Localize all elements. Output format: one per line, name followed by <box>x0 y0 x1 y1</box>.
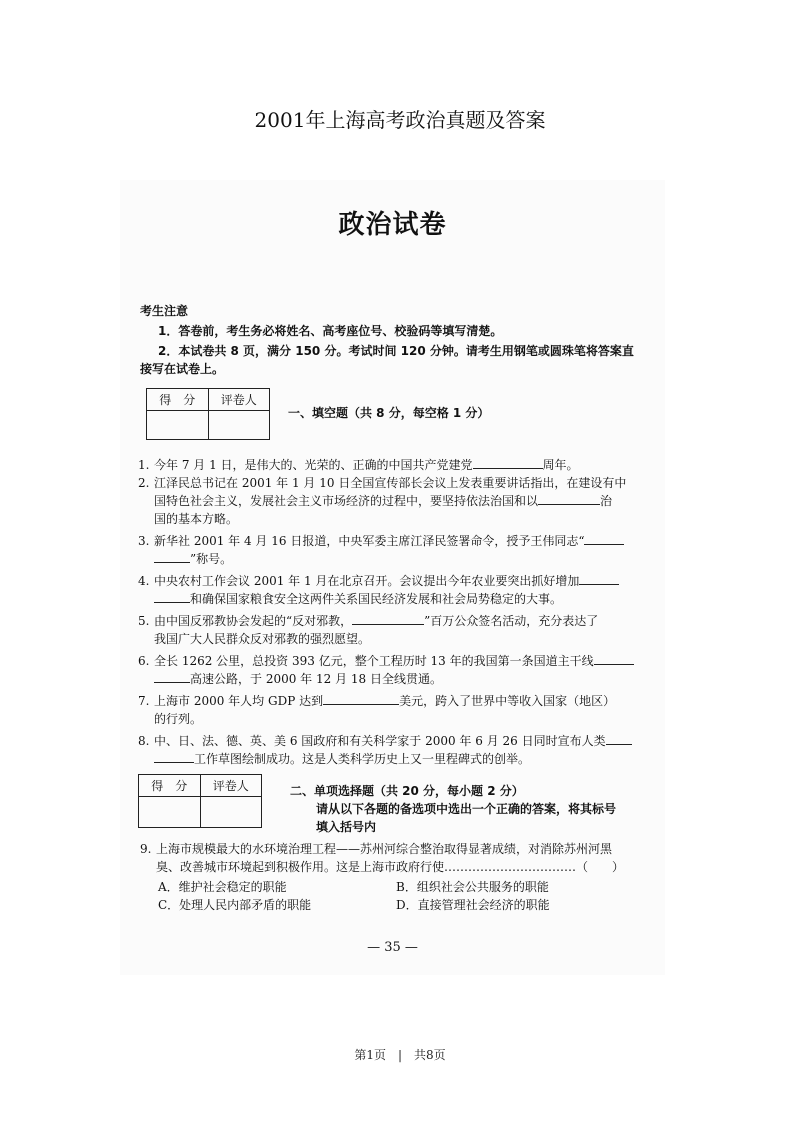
question-number: 4. <box>138 574 150 588</box>
grader-label: 评卷人 <box>208 389 270 411</box>
grader-cell <box>200 797 262 828</box>
grader-label: 评卷人 <box>200 775 262 797</box>
question-number: 3. <box>138 534 150 548</box>
section-2-instruction: 请从以下各题的备选项中选出一个正确的答案，将其标号 <box>316 802 617 816</box>
question-text: 高速公路，于 2000 年 12 月 18 日全线贯通。 <box>154 670 442 688</box>
paper-title: 政治试卷 <box>338 210 447 240</box>
question-text: 中央农村工作会议 2001 年 1 月在北京召开。会议提出今年农业要突出抓好增加 <box>154 572 619 590</box>
scanned-exam-page <box>120 180 665 975</box>
question-number: 7. <box>138 694 150 708</box>
option-d: D．直接管理社会经济的职能 <box>396 898 550 912</box>
question-number: 2. <box>138 476 150 490</box>
score-table-2 <box>138 774 262 828</box>
option-c: C．处理人民内部矛盾的职能 <box>158 898 312 912</box>
question-text: 的行列。 <box>154 712 203 726</box>
score-label: 得 分 <box>139 775 201 797</box>
notice-line-1: 1．答卷前，考生务必将姓名、高考座位号、校验码等填写清楚。 <box>158 324 503 338</box>
page-footer: 第1页 | 共8页 <box>354 1048 446 1062</box>
question-text: 和确保国家粮食安全这两件关系国民经济发展和社会局势稳定的大事。 <box>154 590 562 608</box>
option-a: A．维护社会稳定的职能 <box>158 880 287 894</box>
score-label: 得 分 <box>147 389 209 411</box>
question-number: 9. <box>140 842 152 856</box>
question-text: 江泽民总书记在 2001 年 1 月 10 日全国宣传部长会议上发表重要讲话指出，在建设有中 <box>154 476 627 490</box>
question-text: 由中国反邪教协会发起的“反对邪教， ”百万公众签名活动，充分表达了 <box>154 614 599 628</box>
question-text: 上海市规模最大的水环境治理工程——苏州河综合整治取得显著成绩，对消除苏州河黑 <box>156 842 613 856</box>
question-number: 8. <box>138 734 150 748</box>
section-1-heading: 一、填空题（共 8 分，每空格 1 分） <box>288 406 490 420</box>
question-text: 我国广大人民群众反对邪教的强烈愿望。 <box>154 632 371 646</box>
page-number: — 35 — <box>367 940 418 955</box>
question-number: 6. <box>138 654 150 668</box>
question-text: 中、日、法、德、英、美 6 国政府和有关科学家于 2000 年 6 月 26 日同时宣布人类 <box>154 732 632 750</box>
question-text: 国特色社会主义，发展社会主义市场经济的过程中，要坚持依法治国和以 治 <box>154 494 613 508</box>
score-cell <box>139 797 201 828</box>
notice-line-2: 2．本试卷共 8 页，满分 150 分。考试时间 120 分钟。请考生用钢笔或圆珠笔将答案直 <box>158 344 634 358</box>
question-text: ”称号。 <box>154 550 232 568</box>
question-text: 新华社 2001 年 4 月 16 日报道，中央军委主席江泽民签署命令，授予王伟同志“ <box>154 532 624 550</box>
score-cell <box>147 411 209 440</box>
option-b: B．组织社会公共服务的职能 <box>396 880 549 894</box>
document-title: 2001年上海高考政治真题及答案 <box>254 108 546 132</box>
grader-cell <box>208 411 270 440</box>
notice-heading: 考生注意 <box>140 304 189 318</box>
score-table-1 <box>146 388 270 440</box>
question-number: 1. <box>138 458 150 472</box>
question-text: 国的基本方略。 <box>154 512 239 526</box>
section-2-instruction: 填入括号内 <box>316 820 377 834</box>
question-number: 5. <box>138 614 150 628</box>
question-text: 臭、改善城市环境起到积极作用。这是上海市政府行使……………………………（ ） <box>156 860 625 874</box>
question-text: 今年 7 月 1 日，是伟大的、光荣的、正确的中国共产党建党 周年。 <box>154 458 579 472</box>
question-text: 工作草图绘制成功。这是人类科学历史上又一里程碑式的创举。 <box>154 750 530 768</box>
question-text: 上海市 2000 年人均 GDP 达到 美元，跨入了世界中等收入国家（地区） <box>154 694 616 708</box>
question-text: 全长 1262 公里，总投资 393 亿元，整个工程历时 13 年的我国第一条国道主干线 <box>154 652 634 670</box>
section-2-heading: 二、单项选择题（共 20 分，每小题 2 分） <box>290 784 524 798</box>
notice-line-2-cont: 接写在试卷上。 <box>140 362 225 376</box>
